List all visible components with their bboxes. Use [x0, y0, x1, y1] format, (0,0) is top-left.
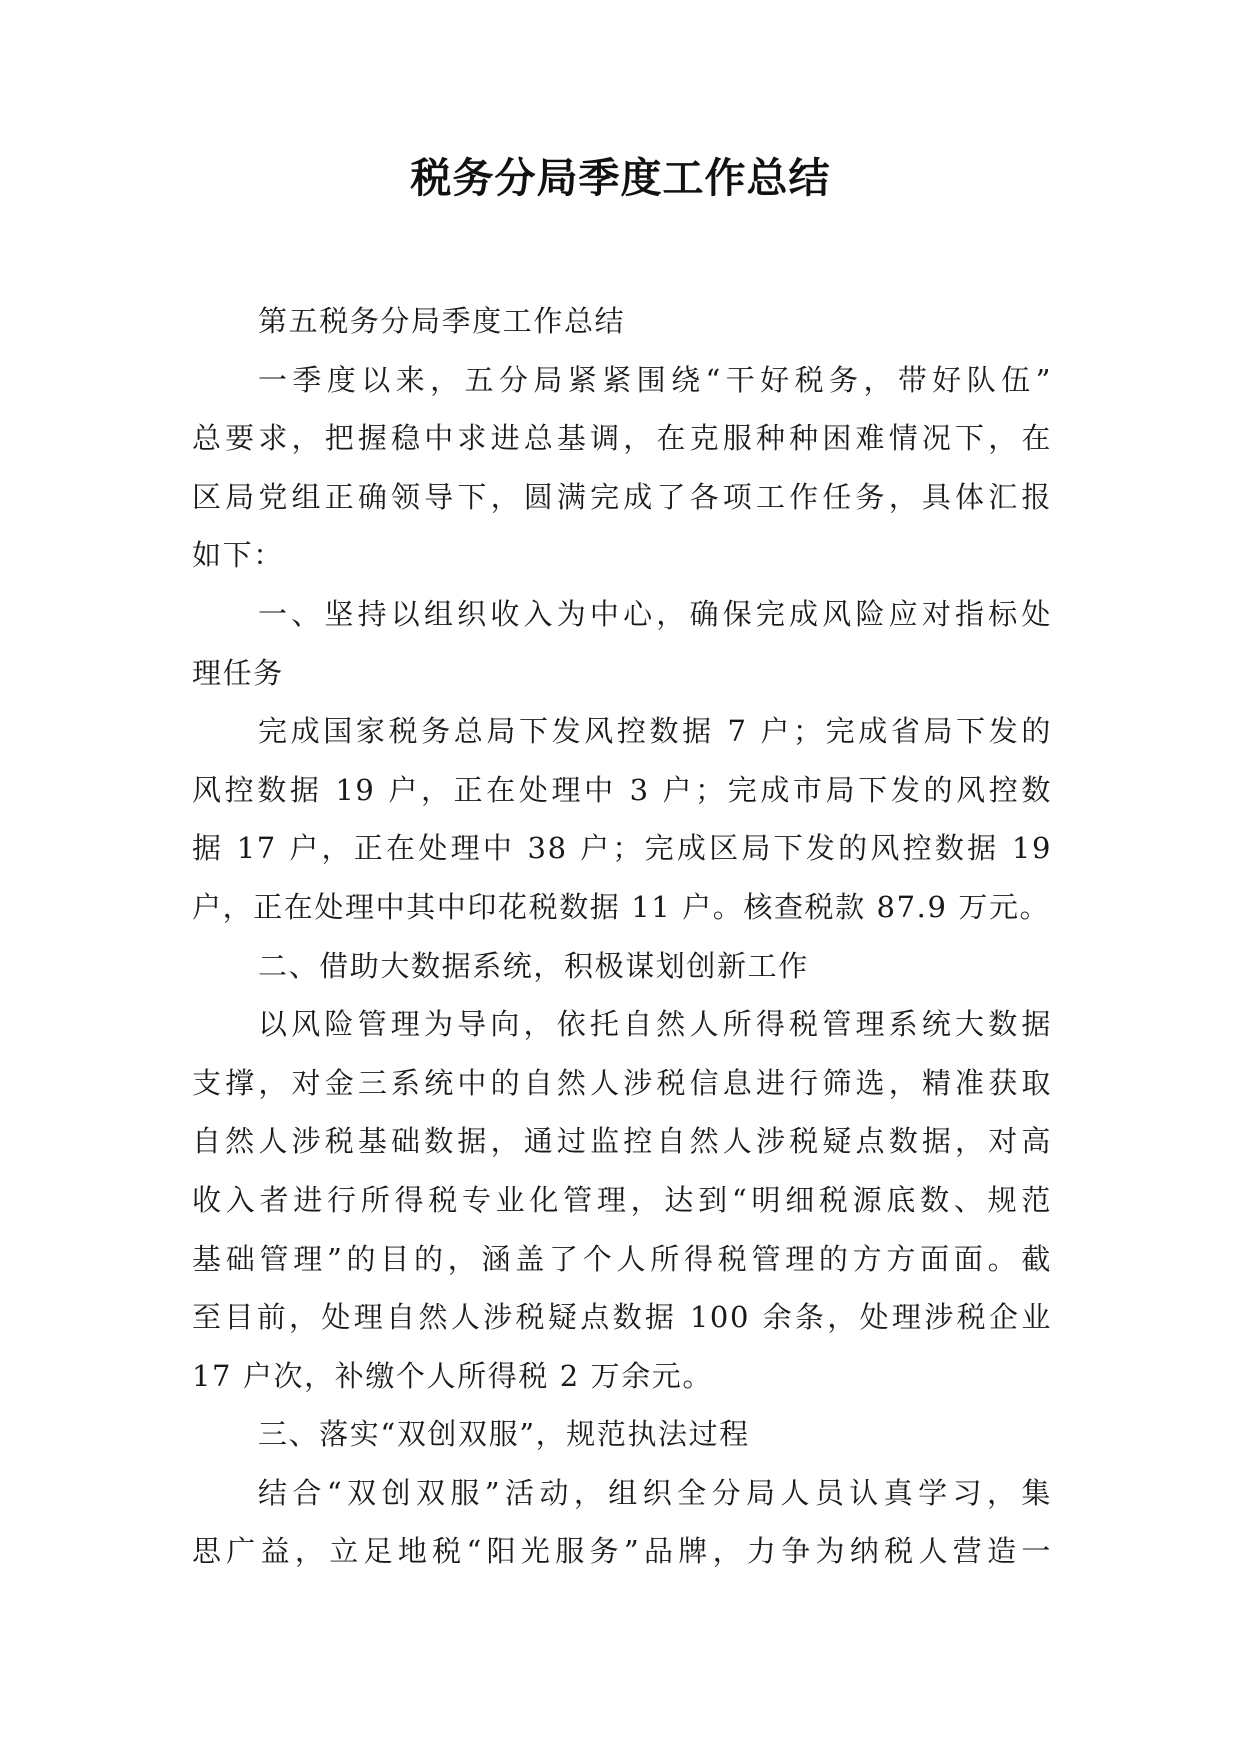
text-line: 三、落实“双创双服”，规范执法过程 — [258, 1417, 750, 1452]
text-line: 户，正在处理中其中印花税数据 11 户。核查税款 87.9 万元。 — [192, 889, 1051, 924]
text-line: 一季度以来，五分局紧紧围绕“干好税务，带好队伍” — [258, 362, 1052, 397]
text-line: 至目前，处理自然人涉税疑点数据 100 余条，处理涉税企业 — [192, 1300, 1052, 1335]
text-line: 思广益，立足地税“阳光服务”品牌，力争为纳税人营造一 — [192, 1534, 1052, 1569]
section-body-2 — [192, 995, 1052, 1405]
text-line: 一、坚持以组织收入为中心，确保完成风险应对指标处 — [258, 596, 1052, 631]
document-body — [192, 292, 1052, 1581]
section-heading-3 — [192, 1405, 1052, 1464]
text-line: 第五税务分局季度工作总结 — [258, 304, 626, 338]
text-line: 如下： — [192, 538, 284, 573]
section-body-3 — [192, 1464, 1052, 1581]
text-line: 完成国家税务总局下发风控数据 7 户；完成省局下发的 — [258, 714, 1052, 749]
section-heading-2 — [192, 937, 1052, 996]
text-line: 总要求，把握稳中求进总基调，在克服种种困难情况下，在 — [192, 421, 1052, 456]
text-line: 17 户次，补缴个人所得税 2 万余元。 — [192, 1358, 714, 1393]
text-line: 自然人涉税基础数据，通过监控自然人涉税疑点数据，对高 — [192, 1124, 1052, 1159]
document-title: 税务分局季度工作总结 — [410, 154, 831, 202]
text-line: 据 17 户，正在处理中 38 户；完成区局下发的风控数据 19 — [192, 831, 1052, 866]
text-line: 基础管理”的目的，涵盖了个人所得税管理的方方面面。截 — [192, 1241, 1052, 1276]
text-line: 二、借助大数据系统，积极谋划创新工作 — [258, 948, 809, 983]
text-line: 支撑，对金三系统中的自然人涉税信息进行筛选，精准获取 — [192, 1065, 1052, 1100]
text-line: 理任务 — [192, 655, 284, 690]
text-line: 结合“双创双服”活动，组织全分局人员认真学习，集 — [258, 1475, 1052, 1510]
section-heading-1 — [192, 585, 1052, 702]
document-subtitle — [192, 292, 1052, 351]
text-line: 以风险管理为导向，依托自然人所得税管理系统大数据 — [258, 1007, 1052, 1042]
section-body-1 — [192, 702, 1052, 936]
text-line: 区局党组正确领导下，圆满完成了各项工作任务，具体汇报 — [192, 479, 1052, 514]
text-line: 收入者进行所得税专业化管理，达到“明细税源底数、规范 — [192, 1182, 1052, 1217]
intro-paragraph — [192, 351, 1052, 585]
text-line: 风控数据 19 户，正在处理中 3 户；完成市局下发的风控数 — [192, 772, 1052, 807]
